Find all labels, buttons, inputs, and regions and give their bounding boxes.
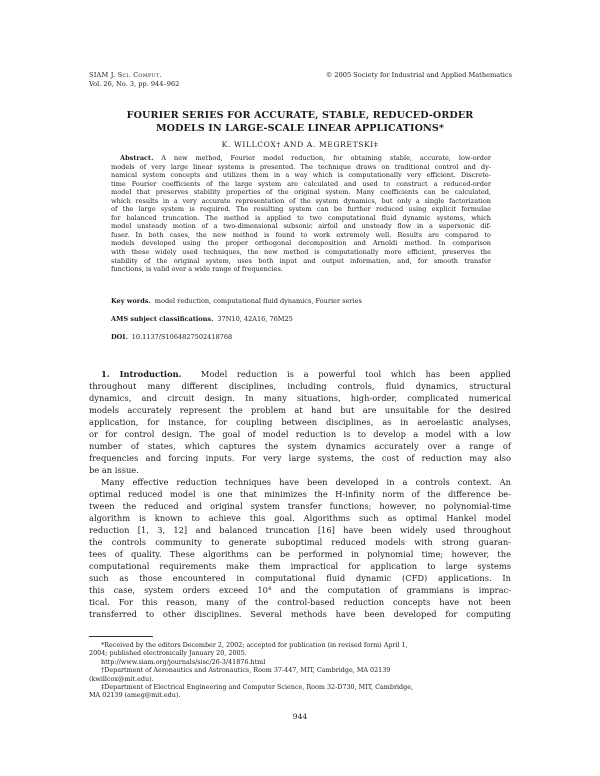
doi-label: DOI. xyxy=(111,333,128,341)
abstract-line: stability of the original system, uses both input and output information, and, for smooth transfer xyxy=(111,256,491,265)
footnotes xyxy=(89,641,511,700)
doi xyxy=(111,333,491,341)
body-line: 1. Introduction. Model reduction is a powerful tool which has been applied xyxy=(101,369,511,379)
page-number: 944 xyxy=(292,712,308,721)
abstract-line: model that preserves stability properties of the original system. Many coefficients can be calculated, xyxy=(111,188,491,197)
body-line: tical. For this reason, many of the control-based reduction concepts have not been xyxy=(89,597,511,607)
footnote-line: (kwillcox@mit.edu). xyxy=(89,674,154,683)
abstract-line: for balanced truncation. The method is applied to two computational fluid dynamic systems, which xyxy=(111,213,491,222)
keywords xyxy=(111,297,491,305)
abstract-line: models developed using the proper orthogonal decomposition and Arnoldi method. In comparison xyxy=(111,239,491,248)
body-line: dynamics, and circuit design. In many situations, high-order, complicated numerical xyxy=(89,393,511,403)
body-line: optimal reduced model is one that minimizes the H-infinity norm of the difference be- xyxy=(89,489,511,499)
body-line: algorithm is known to achieve this goal. Algorithms such as optimal Hankel model xyxy=(89,513,511,523)
body-line: application, for instance, for coupling between disciplines, as in aeroelastic analyses, xyxy=(89,417,511,427)
body-line: be an issue. xyxy=(89,465,139,475)
body-line: frequencies and forcing inputs. For very large systems, the cost of reduction may also xyxy=(89,453,511,463)
abstract-line: functions, is valid over a wide range of frequencies. xyxy=(111,265,283,274)
copyright-notice xyxy=(262,71,512,80)
body-line: tween the reduced and original system transfer functions; however, no polynomial-time xyxy=(89,501,511,511)
body-line: number of states, which captures the system dynamics accurately over a range of xyxy=(89,441,511,451)
abstract xyxy=(111,154,491,274)
abstract-line: models of very large linear systems is presented. The technique draws on traditional control and dy- xyxy=(111,162,491,171)
journal-name: SIAM J. Sci. Comput. xyxy=(89,71,162,79)
ams-label: AMS subject classifications. xyxy=(111,315,214,323)
abstract-line: fuser. In both cases, the new method is found to work extremely well. Results are compared to xyxy=(111,230,491,239)
author-list: K. WILLCOX† AND A. MEGRETSKI‡ xyxy=(221,140,379,149)
abstract-line: namical system concepts and utilizes them in a way which is computationally very efficient. Discrete- xyxy=(111,171,491,180)
body-line: transferred to other disciplines. Several methods have been developed for computing xyxy=(89,609,511,619)
footnote-line: MA 02139 (ameg@mit.edu). xyxy=(89,691,181,700)
abstract-line: time Fourier coefficients of the large system are calculated and used to construct a reduced-order xyxy=(111,179,491,188)
footnote-url[interactable]: http://www.siam.org/journals/sisc/26-3/41876.html xyxy=(101,657,266,666)
footnote-line: †Department of Aeronautics and Astronautics, Room 37-447, MIT, Cambridge, MA 02139 xyxy=(101,666,391,675)
abstract-label: Abstract. xyxy=(120,154,154,162)
journal-header xyxy=(89,71,289,88)
body-line: models accurately represent the problem at hand but are unsuitable for the desired xyxy=(89,405,511,415)
footnote-line: 2004; published electronically January 20, 2005. xyxy=(89,649,247,658)
doi-text: 10.1137/S1064827502418768 xyxy=(131,333,233,341)
body-line: computational requirements make them impractical for application to large systems xyxy=(89,561,511,571)
body-line: such as those encountered in computational fluid dynamic (CFD) applications. In xyxy=(89,573,511,583)
body-line: tees of quality. These algorithms can be performed in polynomial time; however, the xyxy=(89,549,511,559)
ams-classifications xyxy=(111,315,491,323)
journal-volume: Vol. 26, No. 3, pp. 944–962 xyxy=(89,79,180,88)
body-line: the controls community to generate suboptimal reduced models with strong guaran- xyxy=(89,537,511,547)
keywords-label: Key words. xyxy=(111,297,151,305)
section-heading: 1. Introduction. xyxy=(101,369,182,379)
introduction xyxy=(89,368,511,620)
body-line: Many effective reduction techniques have been developed in a controls context. An xyxy=(101,477,511,487)
keywords-text: model reduction, computational fluid dynamics, Fourier series xyxy=(154,297,362,305)
footnote-rule xyxy=(89,636,153,637)
body-line: or for control design. The goal of model reduction is to develop a model with a low xyxy=(89,429,511,439)
body-line: this case, system orders exceed 10⁴ and the computation of grammians is imprac- xyxy=(89,585,511,595)
paper-title xyxy=(60,110,540,135)
title-line-2: MODELS IN LARGE-SCALE LINEAR APPLICATIONS* xyxy=(155,122,445,134)
copyright-text: © 2005 Society for Industrial and Applied Mathematics xyxy=(325,71,512,79)
footnote-line: ‡Department of Electrical Engineering and Computer Science, Room 32-D730, MIT, Cambridge, xyxy=(101,683,414,692)
abstract-line: Abstract. A new method, Fourier model reduction, for obtaining stable, accurate, low-order xyxy=(120,154,491,162)
body-line: reduction [1, 3, 12] and balanced truncation [16] have been widely used throughout xyxy=(89,525,511,535)
abstract-line: which results in a very accurate representation of the system dynamics, but only a single factorization xyxy=(111,196,491,205)
abstract-line: model unsteady motion of a two-dimensional subsonic airfoil and unsteady flow in a supersonic dif- xyxy=(111,222,491,231)
title-line-1: FOURIER SERIES FOR ACCURATE, STABLE, REDUCED-ORDER xyxy=(126,110,474,121)
abstract-line: with these widely used techniques, the new method is computationally more efficient, preserves the xyxy=(111,248,491,257)
footnote-line: *Received by the editors December 2, 2002; accepted for publication (in revised form) April 1, xyxy=(101,641,408,649)
ams-text: 37N10, 42A16, 76M25 xyxy=(217,315,293,323)
abstract-line: of the large system is required. The resulting system can be further reduced using explicit formulae xyxy=(111,205,491,214)
body-line: throughout many different disciplines, including controls, fluid dynamics, structural xyxy=(89,381,511,391)
